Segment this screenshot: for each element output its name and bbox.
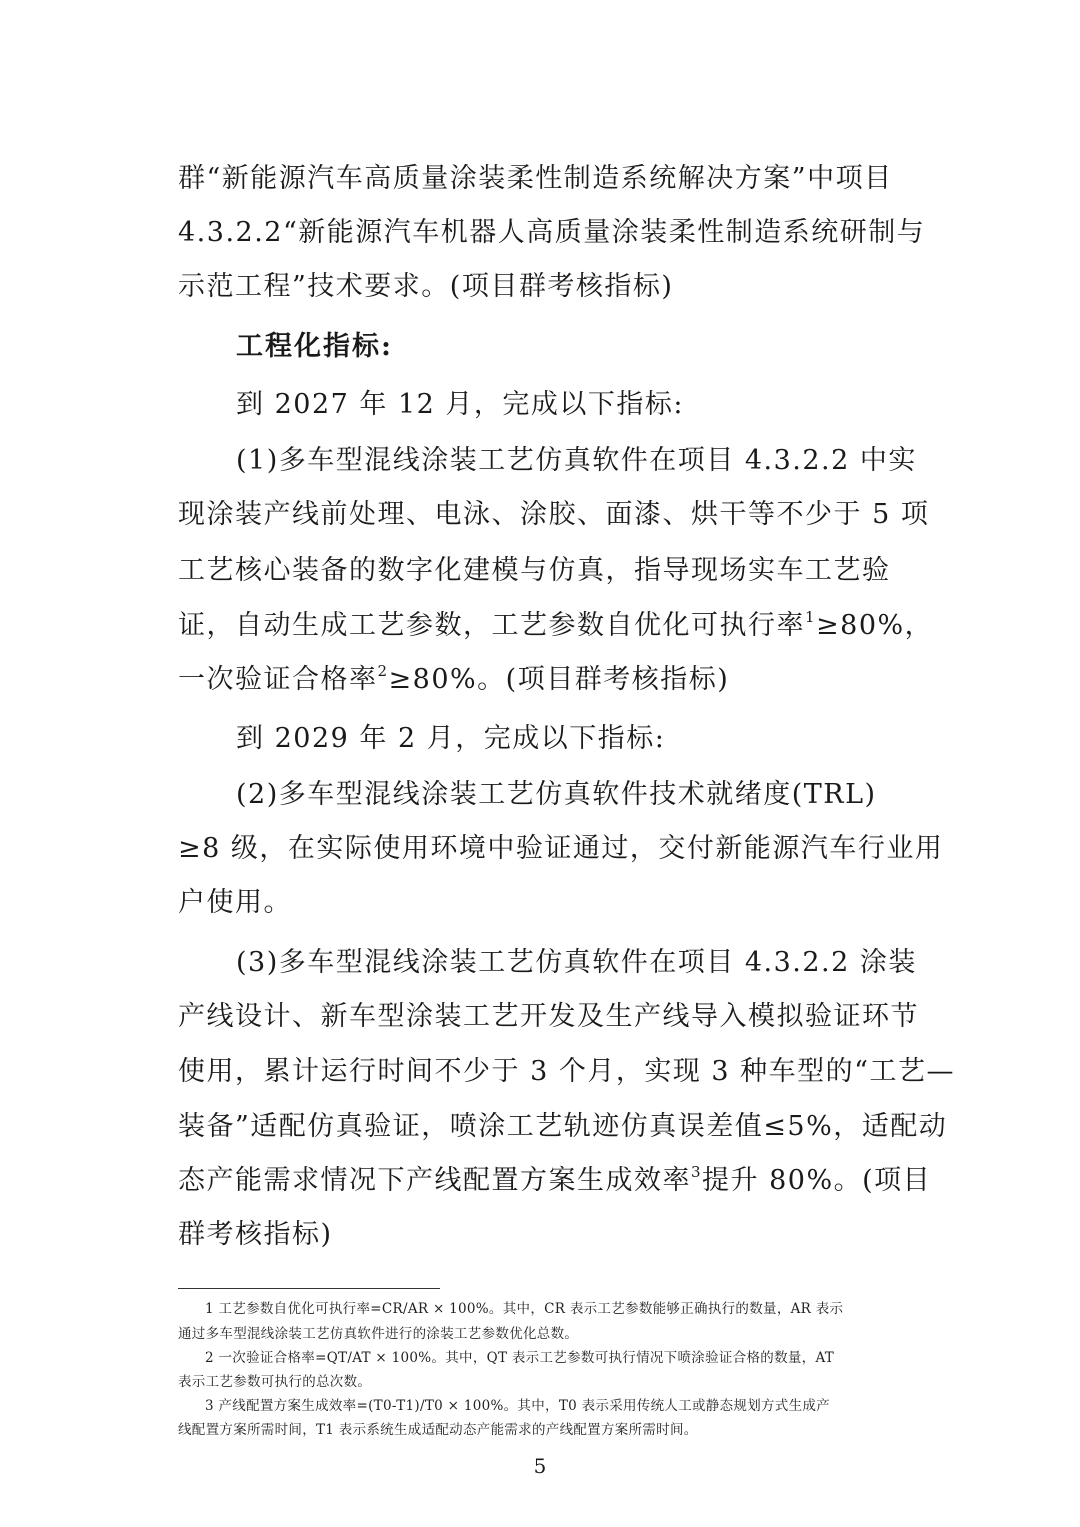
item-3-line-5-tail: 提升 80%。(项目 bbox=[702, 1165, 932, 1196]
footnote-ref-1: 1 bbox=[805, 608, 817, 626]
item-1-line-5 bbox=[178, 657, 933, 696]
page-number: 5 bbox=[533, 1454, 547, 1478]
item-1-line-5-tail: ≥80%。(项目群考核指标) bbox=[388, 664, 730, 695]
milestone-2: 到 2029 年 2 月，完成以下指标: bbox=[236, 723, 666, 754]
item-3-line-2: 产线设计、新车型涂装工艺开发及生产线导入模拟验证环节 bbox=[178, 1001, 919, 1032]
footnote-3-line-1: 3 产线配置方案生成效率=(T0-T1)/T0 × 100%。其中，T0 表示采用传统人工或静态规划方式生成产 bbox=[205, 1398, 831, 1414]
item-2-line-3: 户使用。 bbox=[178, 887, 292, 918]
section-heading: 工程化指标: bbox=[236, 331, 393, 362]
item-1-line-1: (1)多车型混线涂装工艺仿真软件在项目 4.3.2.2 中实 bbox=[236, 445, 917, 476]
item-3-line-3: 使用，累计运行时间不少于 3 个月，实现 3 种车型的“工艺— bbox=[178, 1056, 955, 1087]
item-1-line-5-text: 一次验证合格率 bbox=[178, 664, 378, 695]
item-3-line-1: (3)多车型混线涂装工艺仿真软件在项目 4.3.2.2 涂装 bbox=[236, 947, 917, 978]
footnote-3-line-2: 线配置方案所需时间，T1 表示系统生成适配动态产能需求的产线配置方案所需时间。 bbox=[178, 1422, 698, 1438]
footnote-ref-2: 2 bbox=[377, 662, 389, 680]
item-2-line-1: (2)多车型混线涂装工艺仿真软件技术就绪度(TRL) bbox=[236, 779, 877, 810]
intro-line-2: 4.3.2.2“新能源汽车机器人高质量涂装柔性制造系统研制与 bbox=[178, 217, 926, 248]
footnote-1-line-1: 1 工艺参数自优化可执行率=CR/AR × 100%。其中，CR 表示工艺参数能够正确执行的数量，AR 表示 bbox=[205, 1301, 844, 1317]
footnote-1-line-2: 通过多车型混线涂装工艺仿真软件进行的涂装工艺参数优化总数。 bbox=[178, 1326, 579, 1342]
item-2-line-2: ≥8 级，在实际使用环境中验证通过，交付新能源汽车行业用 bbox=[178, 833, 944, 864]
item-1-line-4 bbox=[178, 603, 933, 642]
item-3-line-6: 群考核指标) bbox=[178, 1219, 333, 1250]
footnote-divider bbox=[178, 1288, 440, 1289]
intro-line-3: 示范工程”技术要求。(项目群考核指标) bbox=[178, 271, 674, 302]
item-1-line-2: 现涂装产线前处理、电泳、涂胶、面漆、烘干等不少于 5 项 bbox=[178, 499, 930, 530]
footnote-2-line-1: 2 一次验证合格率=QT/AT × 100%。其中，QT 表示工艺参数可执行情况下喷涂验证合格的数量，AT bbox=[205, 1350, 835, 1366]
item-1-line-3: 工艺核心装备的数字化建模与仿真，指导现场实车工艺验 bbox=[178, 555, 891, 586]
item-3-line-5-text: 态产能需求情况下产线配置方案生成效率 bbox=[178, 1165, 691, 1196]
item-3-line-5 bbox=[178, 1158, 933, 1197]
milestone-1: 到 2027 年 12 月，完成以下指标: bbox=[236, 389, 684, 420]
footnote-ref-3: 3 bbox=[691, 1163, 703, 1181]
item-1-line-4-text: 证，自动生成工艺参数，工艺参数自优化可执行率 bbox=[178, 610, 805, 641]
item-3-line-4: 装备”适配仿真验证，喷涂工艺轨迹仿真误差值≤5%，适配动 bbox=[178, 1111, 948, 1142]
footnote-2-line-2: 表示工艺参数可执行的总次数。 bbox=[178, 1374, 372, 1390]
item-1-line-4-tail: ≥80%， bbox=[816, 610, 934, 641]
intro-line-1: 群“新能源汽车高质量涂装柔性制造系统解决方案”中项目 bbox=[178, 163, 893, 194]
